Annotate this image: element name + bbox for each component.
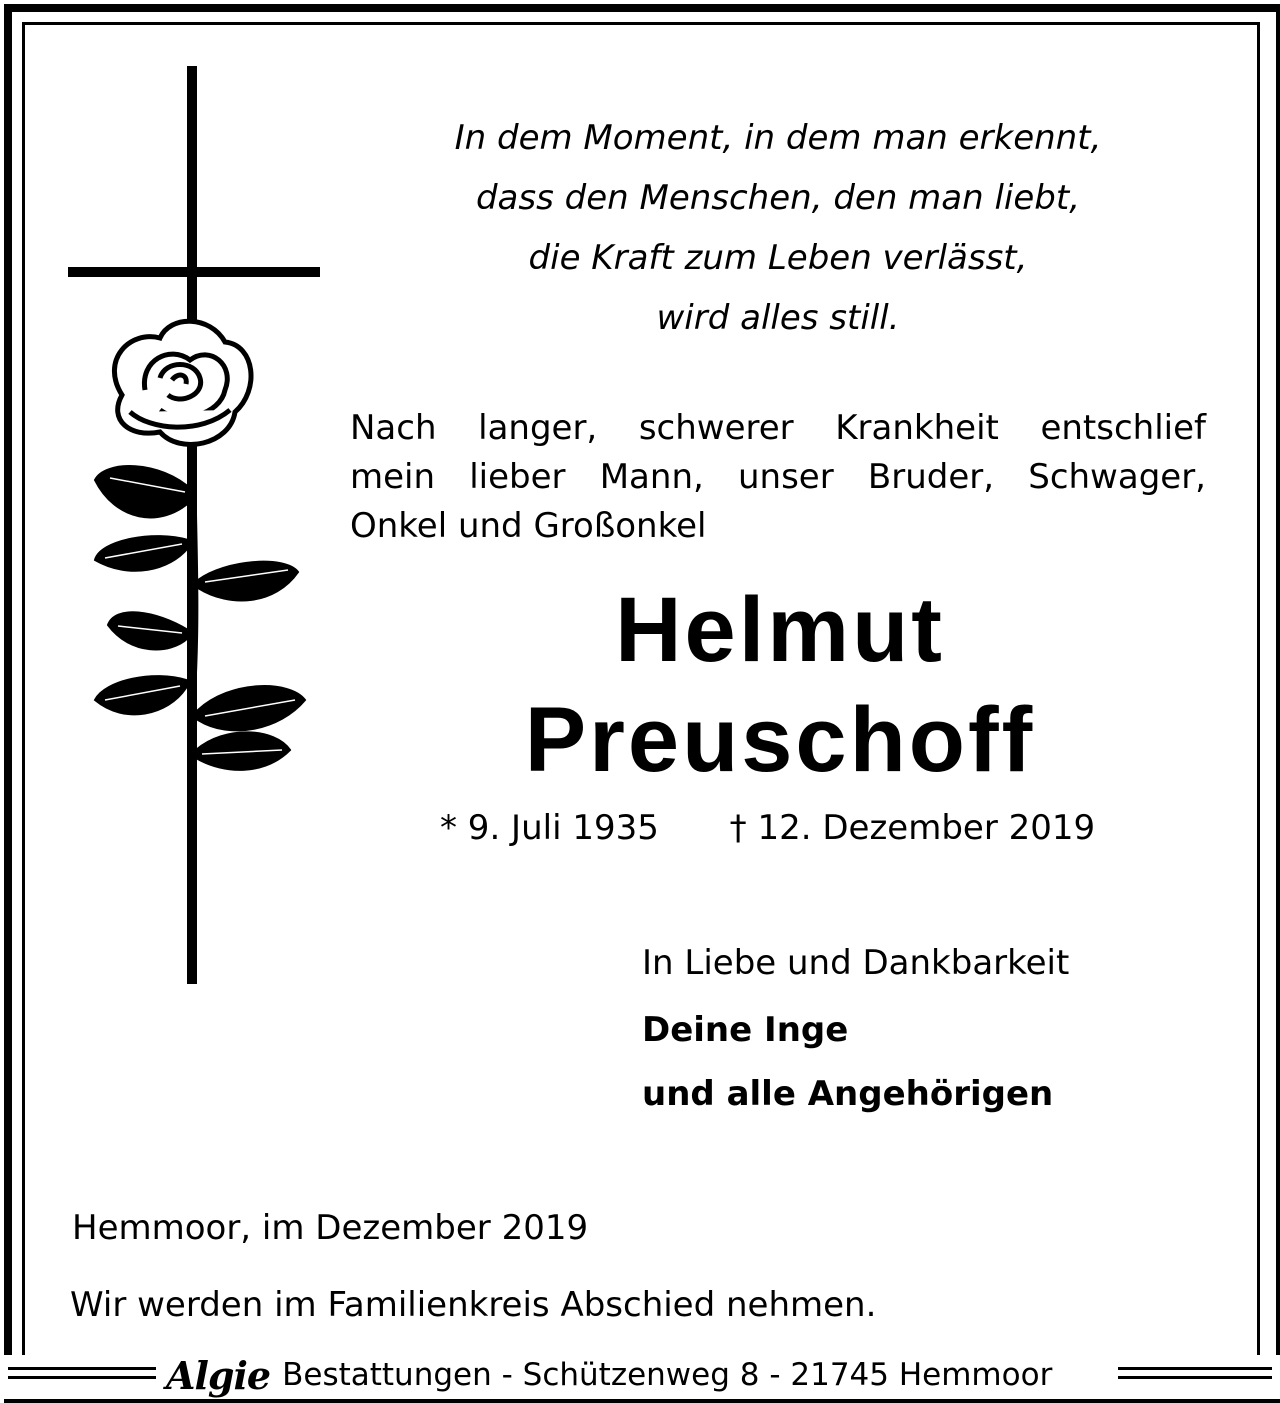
footer-rule-right bbox=[1118, 1367, 1272, 1379]
death-date: † 12. Dezember 2019 bbox=[729, 808, 1096, 848]
intro-line: Onkel und Großonkel bbox=[350, 506, 707, 546]
birth-date: * 9. Juli 1935 bbox=[440, 808, 659, 848]
love-line: In Liebe und Dankbarkeit bbox=[642, 943, 1070, 983]
cross-with-rose-illustration bbox=[60, 60, 330, 1000]
mourners-block bbox=[642, 938, 1202, 1126]
deceased-first-name: Helmut bbox=[615, 579, 945, 681]
intro-line: Nach langer, schwerer Krankheit entschlief bbox=[350, 408, 1206, 448]
poem-line: wird alles still. bbox=[656, 298, 900, 338]
signature-secondary: und alle Angehörigen bbox=[642, 1074, 1054, 1114]
memorial-poem bbox=[380, 108, 1176, 348]
death-announcement-text bbox=[350, 404, 1206, 551]
footer-rule-left bbox=[8, 1367, 156, 1379]
signature-primary: Deine Inge bbox=[642, 1010, 849, 1050]
poem-line: dass den Menschen, den man liebt, bbox=[475, 178, 1081, 218]
rose-icon bbox=[95, 321, 305, 980]
deceased-last-name: Preuschoff bbox=[524, 689, 1036, 791]
life-dates bbox=[440, 808, 1140, 848]
poem-line: In dem Moment, in dem man erkennt, bbox=[454, 118, 1102, 158]
intro-line: mein lieber Mann, unser Bruder, Schwager, bbox=[350, 457, 1206, 497]
funeral-home-logo: Algie bbox=[166, 1352, 271, 1398]
funeral-home-address: Bestattungen - Schützenweg 8 - 21745 Hemmoor bbox=[282, 1357, 1053, 1393]
funeral-home-footer bbox=[166, 1353, 1116, 1397]
farewell-note: Wir werden im Familienkreis Abschied nehmen. bbox=[70, 1285, 877, 1325]
place-and-date: Hemmoor, im Dezember 2019 bbox=[72, 1208, 589, 1248]
poem-line: die Kraft zum Leben verlässt, bbox=[528, 238, 1028, 278]
